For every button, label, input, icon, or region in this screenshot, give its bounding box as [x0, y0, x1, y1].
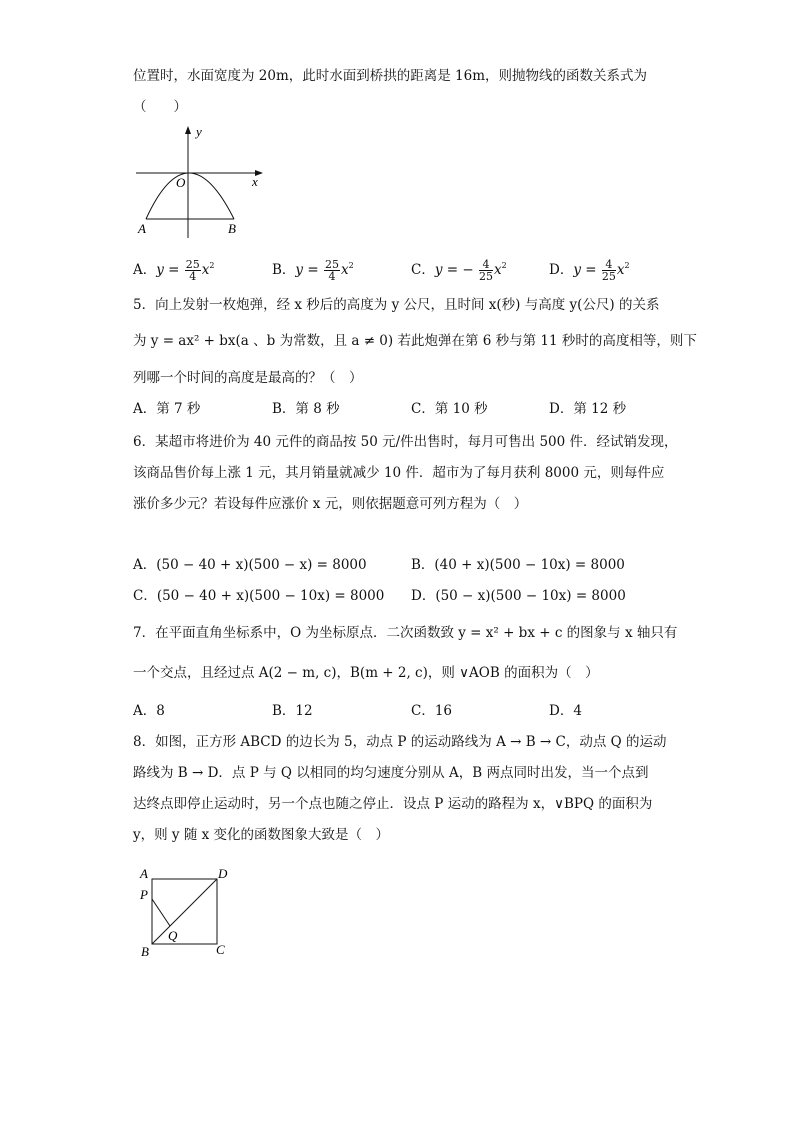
q7-text-line-1: 7．在平面直角坐标系中，O 为坐标原点．二次函数致 y = x² + bx + c 的图象与 x 轴只有 [133, 625, 678, 641]
q4-label-b: B [228, 221, 236, 236]
q4-label-y: y [196, 124, 202, 139]
q4-answer-paren: （ ） [133, 99, 187, 115]
q8-label-a: A [140, 866, 148, 881]
q8-square-figure [136, 864, 236, 960]
q4-option-d[interactable]: D．y = $\frac{4}{25}$ $x^2$ [549, 258, 630, 283]
q5-option-c[interactable]: C．第 10 秒 [411, 401, 488, 417]
q4-option-b[interactable]: B．y = $\frac{25}{4}$ $x^2$ [272, 258, 354, 283]
q6-text-line-2: 该商品售价每上涨 1 元，其月销量就减少 10 件．超市为了每月获利 8000 元，则每件应 [133, 465, 665, 481]
q8-label-q: Q [168, 928, 178, 943]
q4-text-line-1: 位置时，水面宽度为 20m，此时水面到桥拱的距离是 16m，则抛物线的函数关系式为 [133, 68, 648, 84]
q8-text-line-2: 路线为 B → D．点 P 与 Q 以相同的均匀速度分别从 A，B 两点同时出发，当一个点到 [133, 765, 649, 781]
q8-label-c: C [216, 942, 225, 957]
q4-option-a[interactable]: A．y = $\frac{25}{4}$ $x^2$ [133, 258, 215, 283]
q7-text-line-2: 一个交点，且经过点 A(2 − m, c)，B(m + 2, c)，则 ∨AOB 的面积为（ ） [133, 665, 599, 681]
q6-text-line-3: 涨价多少元？若设每件应涨价 x 元，则依据题意可列方程为（ ） [133, 496, 528, 512]
q4-parabola-figure [130, 122, 270, 240]
q8-label-d: D [218, 866, 228, 881]
q4-label-o: O [176, 175, 186, 190]
q8-label-p: P [140, 887, 148, 902]
q6-text-line-1: 6．某超市将进价为 40 元件的商品按 50 元/件出售时，每月可售出 500 件．经试销发现， [133, 434, 678, 450]
q7-option-b[interactable]: B．12 [272, 703, 313, 719]
q8-text-line-3: 达终点即停止运动时，另一个点也随之停止．设点 P 运动的路程为 x，∨BPQ 的面积为 [133, 796, 653, 812]
q8-label-b: B [141, 944, 149, 959]
q4-option-c[interactable]: C．y = − $\frac{4}{25}$ $x^2$ [411, 258, 507, 283]
q4-label-a: A [138, 221, 146, 236]
q7-option-d[interactable]: D．4 [549, 703, 582, 719]
q5-option-a[interactable]: A．第 7 秒 [133, 401, 201, 417]
q6-option-a[interactable]: A．(50 − 40 + x)(500 − x) = 8000 [133, 557, 367, 573]
q5-text-line-2: 为 y = ax² + bx(a 、b 为常数，且 a ≠ 0) 若此炮弹在第 6 秒与第 11 秒时的高度相等，则下 [133, 333, 697, 349]
q5-option-d[interactable]: D．第 12 秒 [549, 401, 627, 417]
q5-option-b[interactable]: B．第 8 秒 [272, 401, 340, 417]
q7-option-a[interactable]: A．8 [133, 703, 165, 719]
q7-option-c[interactable]: C．16 [411, 703, 453, 719]
q4-label-x: x [252, 174, 258, 189]
q5-text-line-3: 列哪一个时间的高度是最高的？（ ） [133, 370, 363, 386]
q5-text-line-1: 5．向上发射一枚炮弹，经 x 秒后的高度为 y 公尺，且时间 x(秒) 与高度 y(公尺) 的关系 [133, 297, 660, 313]
q6-option-d[interactable]: D．(50 − x)(500 − 10x) = 8000 [411, 588, 626, 604]
q6-option-c[interactable]: C．(50 − 40 + x)(500 − 10x) = 8000 [133, 588, 385, 604]
q8-text-line-1: 8．如图，正方形 ABCD 的边长为 5，动点 P 的运动路线为 A → B → C，动点 Q 的运动 [133, 734, 667, 750]
q6-option-b[interactable]: B．(40 + x)(500 − 10x) = 8000 [411, 557, 625, 573]
q8-text-line-4: y，则 y 随 x 变化的函数图象大致是（ ） [133, 827, 390, 843]
